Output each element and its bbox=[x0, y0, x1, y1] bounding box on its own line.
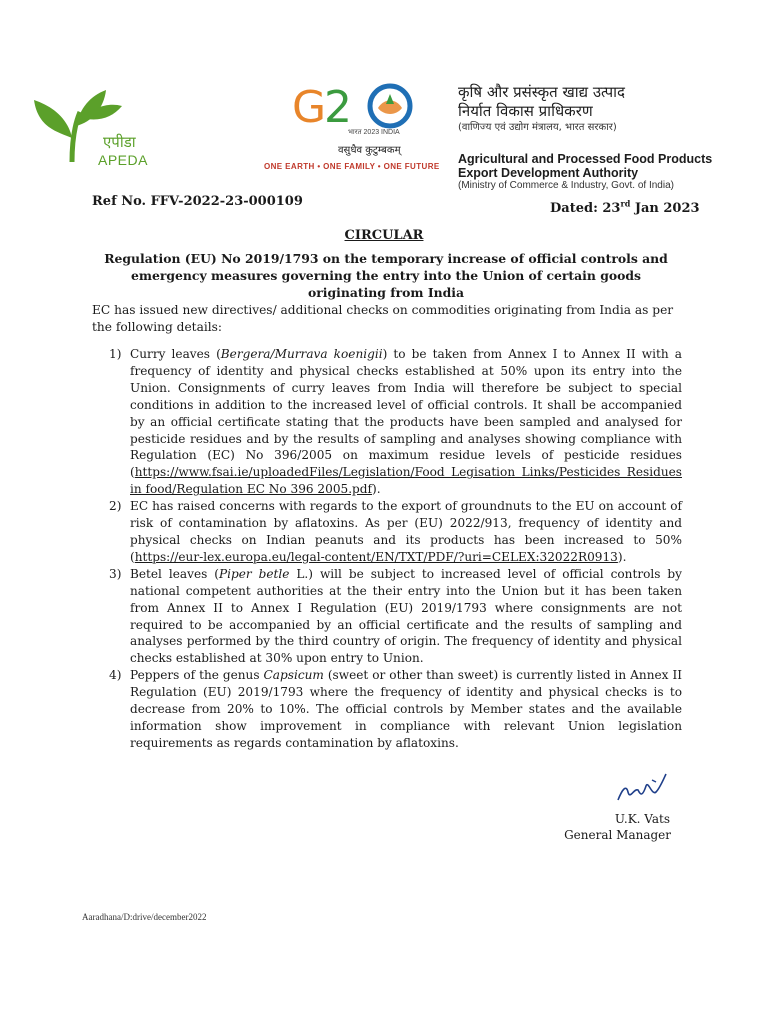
list-item-number: 3) bbox=[109, 566, 122, 581]
org-name-english-line2: Export Development Authority bbox=[458, 166, 639, 180]
date-month-year: Jan 2023 bbox=[630, 201, 700, 216]
svg-text:2: 2 bbox=[324, 82, 352, 130]
footer-file-path: Aaradhana/D:drive/december2022 bbox=[82, 912, 207, 922]
g20-subtext: भारत 2023 INDIA bbox=[348, 129, 400, 136]
list-item-number: 4) bbox=[109, 668, 122, 683]
signatory-title: General Manager bbox=[564, 828, 671, 842]
date-suffix-ordinal: rd bbox=[620, 198, 631, 209]
item-text: EC has raised concerns with regards to the export of groundnuts to the EU on account of risk of contamination by aflatoxins. As per (EU) 2022/913, frequency of identity and physical checks on Indian peanuts and its products has been increased to 50% ( bbox=[130, 499, 682, 564]
ministry-hindi: (वाणिज्य एवं उद्योग मंत्रालय, भारत सरकार) bbox=[458, 122, 617, 133]
list-item bbox=[92, 346, 682, 498]
reference-number: Ref No. FFV-2022-23-000109 bbox=[92, 194, 303, 209]
g20-motto-english: ONE EARTH • ONE FAMILY • ONE FUTURE bbox=[264, 162, 440, 171]
item-text: ) to be taken from Annex I to Annex II with a frequency of identity and physical checks established at 50% upon its entry into the Union. Consignments of curry leaves from India will therefore be subject to special conditions in addition to the increased level of official controls. It shall be accompanied by an official certificate stating that the products have been sampled and analysed for pesticide residues and by the results of sampling and analyses showing compliance with Regulation (EC) No 396/2005 on maximum residue levels of pesticide residues ( bbox=[130, 347, 682, 480]
subject-line: Regulation (EU) No 2019/1793 on the temporary increase of official controls and emergency measures governing the entry into the Union of certain goods originating from India bbox=[104, 251, 668, 300]
signatory-name: U.K. Vats bbox=[614, 812, 670, 826]
signature-icon bbox=[612, 770, 674, 808]
item-species-name: Bergera/Murrava koenigii bbox=[220, 347, 383, 361]
org-name-hindi-line2: निर्यात विकास प्राधिकरण bbox=[458, 102, 593, 120]
date bbox=[550, 198, 700, 216]
g20-motto-hindi: वसुधैव कुटुम्बकम् bbox=[338, 145, 401, 156]
circular-heading bbox=[0, 228, 768, 243]
date-prefix: Dated: 23 bbox=[550, 201, 621, 216]
apeda-english-label: APEDA bbox=[98, 152, 148, 168]
circular-heading-text: CIRCULAR bbox=[344, 228, 424, 243]
list-item-number: 1) bbox=[109, 347, 122, 361]
directive-list bbox=[92, 346, 682, 752]
apeda-hindi-label: एपीडा bbox=[103, 133, 136, 151]
list-item bbox=[92, 498, 682, 566]
item-species-name: Piper betle bbox=[219, 566, 290, 581]
item-text: L.) will be subject to increased level of official controls by national competent authorities at the their entry into the Union but it has been taken from Annex II to Annex I Regulation (EU) 2019/1793 where consignments are not required to be accompanied by an official certificate and the results of sampling and analyses performed by the third country of origin. The frequency of identity and physical checks established at 30% upon entry to Union. bbox=[130, 566, 682, 666]
item-text: Betel leaves ( bbox=[130, 566, 219, 581]
org-name-hindi-line1: कृषि और प्रसंस्कृत खाद्य उत्पाद bbox=[458, 83, 626, 101]
org-name-english-line1: Agricultural and Processed Food Products bbox=[458, 152, 713, 166]
ministry-english: (Ministry of Commerce & Industry, Govt. of India) bbox=[458, 180, 674, 191]
intro-paragraph: EC has issued new directives/ additional checks on commodities originating from India as per the following details: bbox=[92, 303, 674, 334]
g20-logo-icon bbox=[292, 80, 442, 130]
list-item bbox=[92, 566, 682, 667]
list-item bbox=[92, 667, 682, 752]
list-item-number: 2) bbox=[109, 499, 122, 514]
svg-text:G: G bbox=[292, 82, 327, 130]
item-text: Curry leaves ( bbox=[130, 347, 221, 361]
item-genus-name: Capsicum bbox=[263, 668, 324, 683]
item-text: Peppers of the genus bbox=[130, 668, 264, 683]
item-text: (sweet or other than sweet) is currently listed in Annex II Regulation (EU) 2019/1793 where the frequency of identity and physical checks is to decrease from 20% to 10%. The official controls by Member states and the available information show improvement in compliance with relevant Union legislation requirements as regards contamination by aflatoxins. bbox=[130, 668, 682, 750]
eur-lex-link[interactable]: https://eur-lex.europa.eu/legal-content/EN/TXT/PDF/?uri=CELEX:32022R0913 bbox=[134, 549, 618, 564]
fsai-regulation-link[interactable]: https://www.fsai.ie/uploadedFiles/Legislation/Food Legisation Links/Pesticides Residues in food/Regulation EC No 396 2005.pdf bbox=[130, 465, 682, 497]
item-text: ). bbox=[372, 482, 381, 497]
item-text: ). bbox=[617, 549, 627, 564]
